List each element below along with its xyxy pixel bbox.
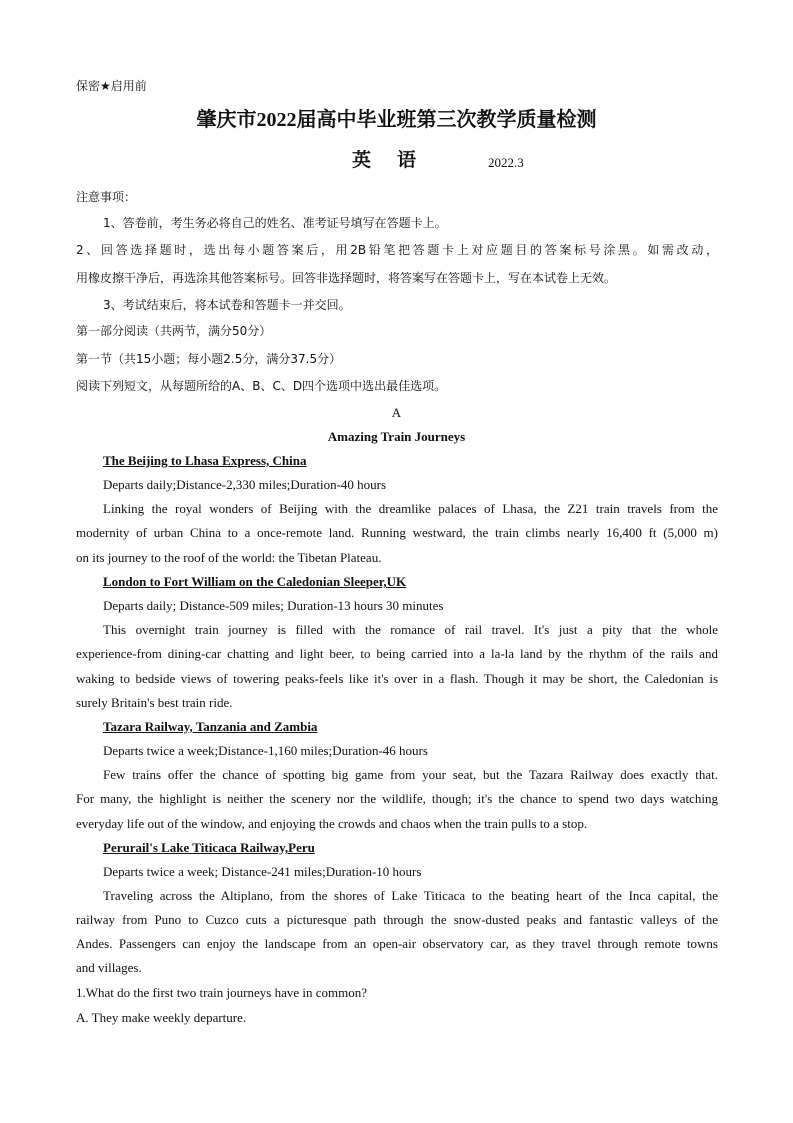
passage-letter: A [391,405,402,420]
note-item-3: 3、考试结束后，将本试卷和答题卡一并交回。 [103,298,351,312]
notes-heading: 注意事项： [76,190,137,204]
question-1-option-a: A. They make weekly departure. [76,1010,247,1025]
journey-4-heading: Perurail's Lake Titicaca Railway,Peru [103,840,315,855]
note-item-2-line-1: 2、回答选择题时，选出每小题答案后，用2B铅笔把答题卡上对应题目的答案标号涂黑。如需改动， [76,243,718,257]
subject-label: 英语 [352,149,443,171]
journey-1-meta: Departs daily;Distance-2,330 miles;Duration-40 hours [103,477,387,492]
journey-4-text-line-4: and villages. [76,960,142,975]
journey-4-text-line-2: railway from Puno to Cuzco cuts a picturesque path through the snow-dusted peaks and fantastic valleys of the [76,912,718,927]
journey-1-heading: The Beijing to Lhasa Express, China [103,453,307,468]
journey-4-meta: Departs twice a week; Distance-241 miles;Duration-10 hours [103,864,422,879]
note-item-1: 1、答卷前，考生务必将自己的姓名、准考证号填写在答题卡上。 [103,216,447,230]
exam-date: 2022.3 [488,155,524,170]
journey-2-heading: London to Fort William on the Caledonian Sleeper,UK [103,574,407,589]
note-item-2-line-2: 用橡皮擦干净后，再选涂其他答案标号。回答非选择题时，将答案写在答题卡上，写在本试卷上无效。 [76,271,617,285]
journey-3-text-line-2: For many, the highlight is neither the scenery nor the wildlife, though; it's the chance to spend two days watching [76,791,718,806]
journey-3-text-line-3: everyday life out of the window, and enjoying the crowds and chaos when the train pulls to a stop. [76,816,588,831]
journey-1-text-line-3: on its journey to the roof of the world: the Tibetan Plateau. [76,550,382,565]
journey-2-text-line-3: waking to bedside views of towering peaks-feels like it's over in a flash. Though it may be short, the Caledonian is [76,671,718,686]
journey-4-text-line-3: Andes. Passengers can enjoy the landscape from an open-air observatory car, as they travel through remote towns [76,936,718,951]
journey-2-meta: Departs daily; Distance-509 miles; Duration-13 hours 30 minutes [103,598,444,613]
journey-2-text-line-1: This overnight train journey is filled with the romance of rail travel. It's just a pity that the whole [103,622,718,637]
journey-2-text-line-4: surely Britain's best train ride. [76,695,233,710]
part1-heading: 第一部分阅读（共两节，满分50分） [76,324,272,338]
section1-heading: 第一节（共15小题；每小题2.5分，满分37.5分） [76,352,342,366]
question-1-stem: 1.What do the first two train journeys have in common? [76,985,367,1000]
journey-3-text-line-1: Few trains offer the chance of spotting big game from your seat, but the Tazara Railway does exactly that. [103,767,718,782]
journey-2-text-line-2: experience-from dining-car chatting and light beer, to being carried into a la-la land by the rhythm of the rails and [76,646,718,661]
confidential-label: 保密★启用前 [76,79,147,93]
reading-instruction: 阅读下列短文，从每题所给的A、B、C、D四个选项中选出最佳选项。 [76,379,447,393]
passage-title: Amazing Train Journeys [327,429,466,444]
exam-title: 肇庆市2022届高中毕业班第三次教学质量检测 [196,109,597,131]
journey-3-meta: Departs twice a week;Distance-1,160 miles;Duration-46 hours [103,743,428,758]
journey-1-text-line-2: modernity of urban China to a once-remote land. Running westward, the train climbs nearly 16,400 ft (5,000 m) [76,525,718,540]
journey-3-heading: Tazara Railway, Tanzania and Zambia [103,719,318,734]
journey-1-text-line-1: Linking the royal wonders of Beijing with the dreamlike palaces of Lhasa, the Z21 train travels from the [103,501,718,516]
journey-4-text-line-1: Traveling across the Altiplano, from the shores of Lake Titicaca to the beating heart of the Inca capital, the [103,888,718,903]
